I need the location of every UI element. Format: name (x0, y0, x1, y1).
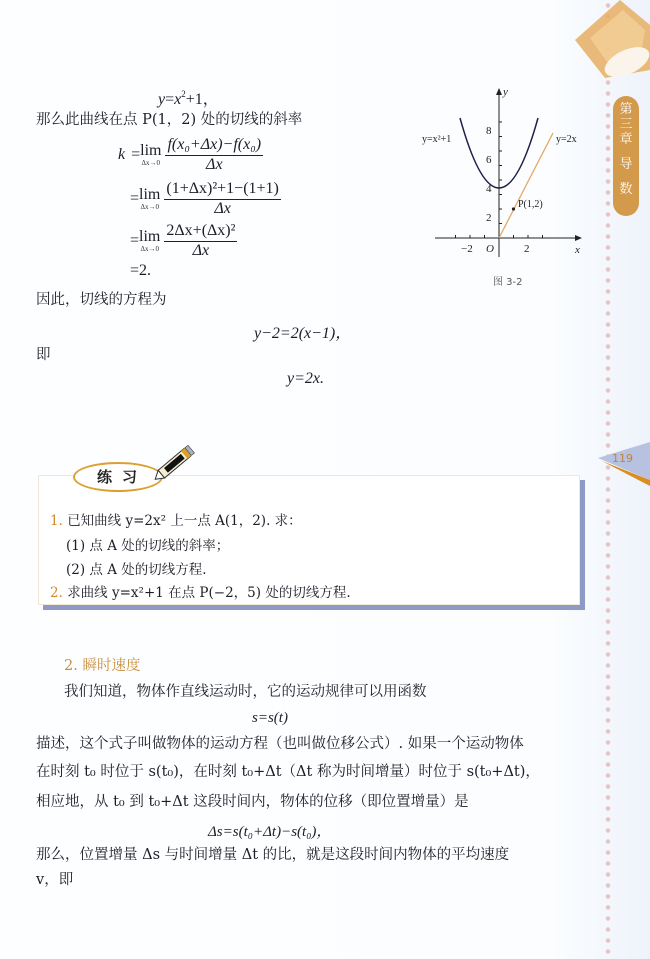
page-number: 119 (612, 452, 633, 465)
svg-text:x: x (575, 244, 580, 256)
svg-text:6: 6 (486, 154, 492, 166)
paragraph-line: 那么，位置增量 Δs 与时间增量 Δt 的比，就是这段时间内物体的平均速度 (36, 847, 510, 863)
svg-text:−2: −2 (461, 243, 473, 255)
svg-text:4: 4 (486, 183, 492, 195)
derivation-step-2: = lim Δx→0 $\frac{\text{(1+Δx)²+1−(1+1)}}{\Delta x}$ (130, 180, 279, 217)
paragraph-line: v，即 (36, 872, 74, 888)
derivation-step-1: k = lim Δx→0 $\frac{\text{f(x₀+Δx)−f(x₀)}}{\Delta x}$ (118, 136, 262, 173)
section-title: 2. 瞬时速度 (64, 658, 141, 674)
figure-3-2-graph (420, 85, 600, 256)
paragraph-line: 描述，这个式子叫做物体的运动方程（也叫做位移公式）. 如果一个运动物体 (36, 736, 524, 752)
figure-caption: 图 3-2 (493, 277, 523, 288)
exercise-item-1-2: (2) 点 A 处的切线方程. (66, 562, 207, 578)
svg-text:O: O (486, 243, 494, 255)
fraction: $\frac{\text{f(x₀+Δx)−f(x₀)}}{\Delta x}$ (167, 136, 262, 173)
paragraph-line: 相应地，从 t₀ 到 t₀+Δt 这段时间内，物体的位移（即位置增量）是 (36, 794, 469, 810)
derivation-result: =2. (130, 262, 152, 279)
limit: lim Δx→0 (140, 142, 162, 167)
exercise-item-1-1: (1) 点 A 处的切线的斜率； (66, 538, 230, 554)
exercise-label: 练习 (97, 468, 148, 486)
tangent-simplified: y=2x. (287, 370, 324, 387)
derivation-step-3: = lim Δx→0 $\frac{\text{2Δx+(Δx)²}}{\Delta x}$ (130, 222, 236, 259)
motion-equation: s=s(t) (252, 710, 288, 726)
displacement-equation: Δs=s(t₀+Δt)−s(t₀)， (208, 824, 332, 840)
curve-equation: $y=x^2+1$， (158, 89, 219, 108)
svg-text:2: 2 (486, 212, 492, 224)
chapter-tab[interactable]: 第 三 章 导 数 (613, 96, 639, 216)
tangent-equation: y−2=2(x−1)， (254, 325, 352, 342)
intro-line: 那么此曲线在点 P(1，2) 处的切线的斜率 (36, 112, 303, 128)
svg-text:P(1,2): P(1,2) (518, 199, 543, 210)
ie-label: 即 (36, 347, 51, 363)
leaf-decoration-icon (565, 0, 650, 90)
svg-text:8: 8 (486, 125, 492, 137)
svg-text:2: 2 (524, 243, 530, 255)
exercise-item-1: 1. 已知曲线 y=2x² 上一点 A(1，2). 求： (50, 513, 302, 529)
svg-text:y: y (503, 86, 508, 98)
paragraph-line: 我们知道，物体作直线运动时，它的运动规律可以用函数 (64, 684, 427, 700)
therefore-line: 因此，切线的方程为 (36, 292, 167, 308)
paragraph-line: 在时刻 t₀ 时位于 s(t₀)，在时刻 t₀+Δt（Δt 称为时间增量）时位于 s(t₀+Δt)， (36, 764, 540, 780)
svg-text:y=2x: y=2x (556, 134, 577, 145)
pencil-icon (150, 442, 200, 487)
svg-text:y=x²+1: y=x²+1 (422, 134, 452, 145)
exercise-item-2: 2. 求曲线 y=x²+1 在点 P(−2，5) 处的切线方程. (50, 585, 351, 601)
